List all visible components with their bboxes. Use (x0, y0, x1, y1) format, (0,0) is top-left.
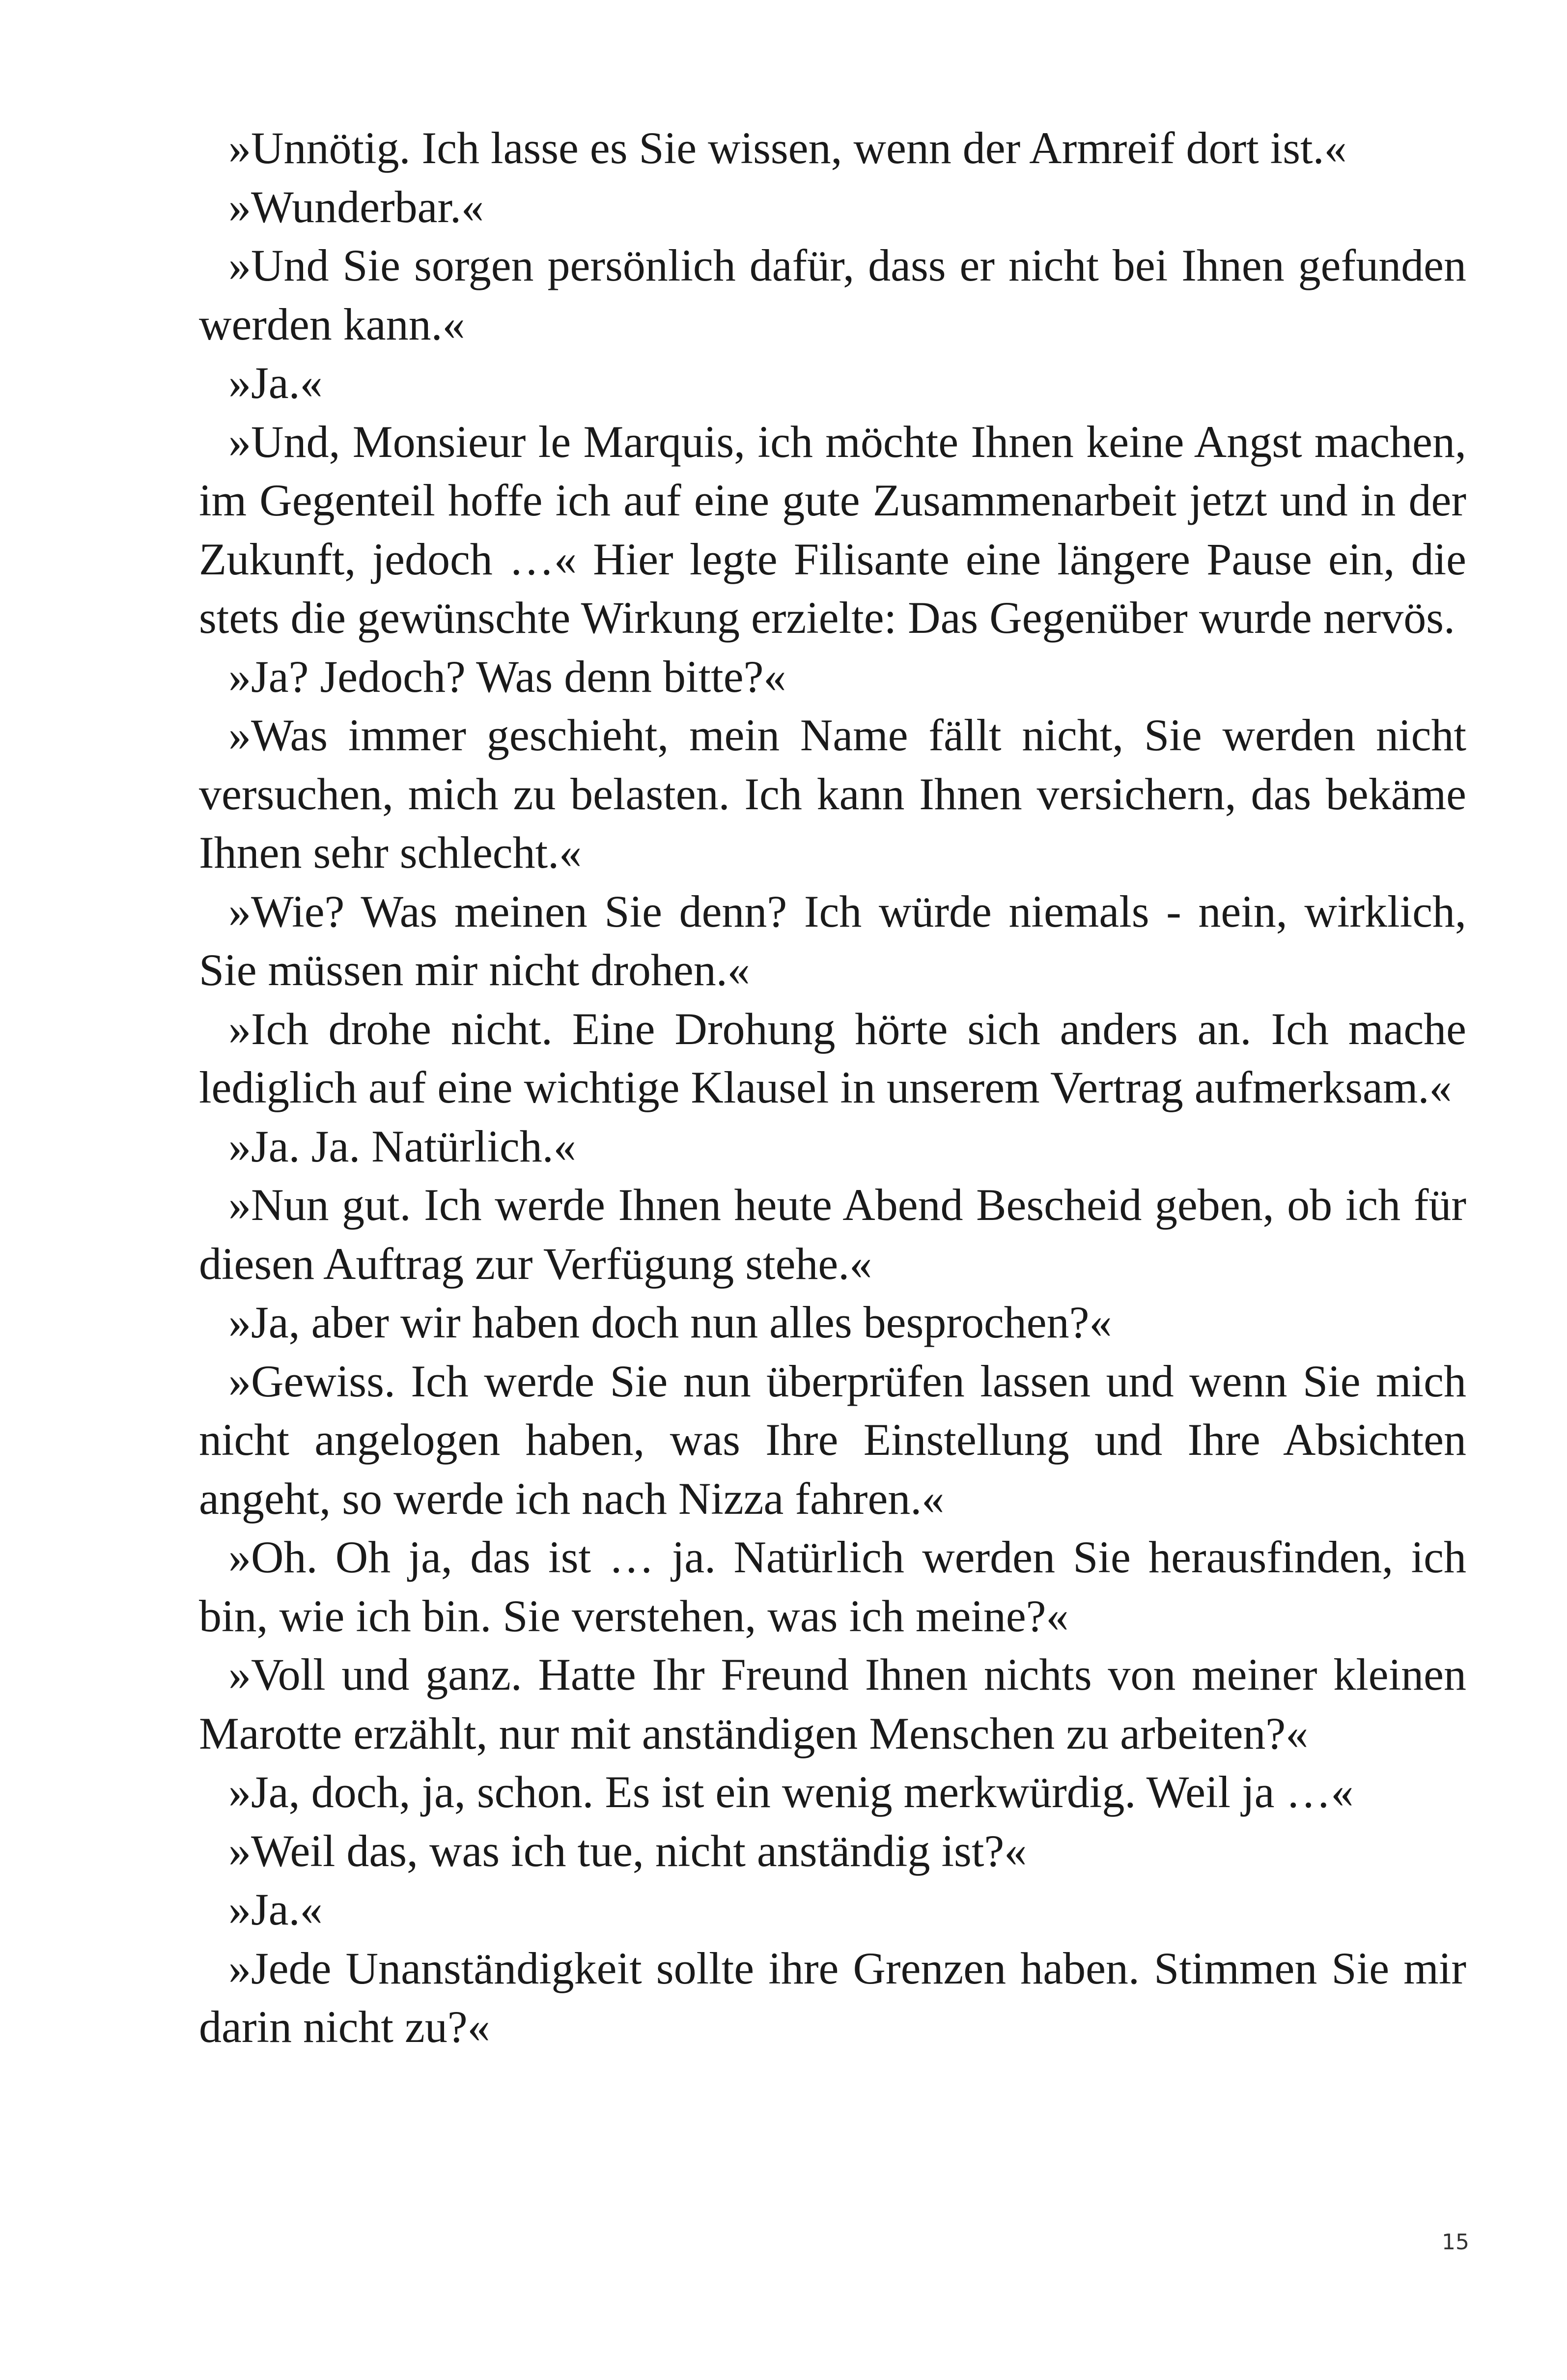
paragraph: »Und, Monsieur le Marquis, ich möchte Ihnen keine Angst machen, im Gegenteil hoffe ich auf eine gute Zusammenarbeit jetzt und in der Zukunft, jedoch …« Hier legte Filisante eine längere Pause ein, die stets die gewünschte Wirkung erzielte: Das Gegenüber wurde nervös. (199, 416, 1466, 643)
page-number: 15 (1442, 2230, 1469, 2255)
paragraph: »Ja, aber wir haben doch nun alles besprochen?« (228, 1297, 1112, 1347)
paragraph: »Gewiss. Ich werde Sie nun überprüfen lassen und wenn Sie mich nicht angelogen haben, was Ihre Einstellung und Ihre Absichten angeht, so werde ich nach Nizza fahren.« (199, 1356, 1466, 1524)
paragraph: »Ja. Ja. Natürlich.« (228, 1121, 576, 1171)
paragraph: »Oh. Oh ja, das ist … ja. Natürlich werden Sie herausfinden, ich bin, wie ich bin. Sie verstehen, was ich meine?« (199, 1532, 1466, 1641)
paragraph: »Und Sie sorgen persönlich dafür, dass er nicht bei Ihnen gefunden werden kann.« (199, 240, 1466, 349)
paragraph: »Ja, doch, ja, schon. Es ist ein wenig merkwürdig. Weil ja …« (228, 1767, 1354, 1817)
paragraph: »Wie? Was meinen Sie denn? Ich würde niemals - nein, wirklich, Sie müssen mir nicht drohen.« (199, 886, 1466, 995)
paragraph: »Ja.« (228, 358, 323, 408)
paragraph: »Ja? Jedoch? Was denn bitte?« (228, 651, 786, 702)
paragraph: »Ich drohe nicht. Eine Drohung hörte sich anders an. Ich mache lediglich auf eine wichtige Klausel in unserem Vertrag aufmerksam.« (199, 1003, 1466, 1112)
body-text (199, 119, 1466, 2057)
paragraph: »Jede Unanständigkeit sollte ihre Grenzen haben. Stimmen Sie mir darin nicht zu?« (199, 1943, 1466, 2052)
paragraph: »Ja.« (228, 1884, 323, 1934)
paragraph: »Wunderbar.« (228, 181, 484, 232)
paragraph: »Voll und ganz. Hatte Ihr Freund Ihnen nichts von meiner kleinen Marotte erzählt, nur mit anständigen Menschen zu arbeiten?« (199, 1649, 1466, 1758)
paragraph: »Weil das, was ich tue, nicht anständig ist?« (228, 1825, 1027, 1876)
paragraph: »Nun gut. Ich werde Ihnen heute Abend Bescheid geben, ob ich für diesen Auftrag zur Verfügung stehe.« (199, 1180, 1466, 1289)
paragraph: »Was immer geschieht, mein Name fällt nicht, Sie werden nicht versuchen, mich zu belasten. Ich kann Ihnen versichern, das bekäme Ihnen sehr schlecht.« (199, 710, 1466, 878)
paragraph: »Unnötig. Ich lasse es Sie wissen, wenn der Armreif dort ist.« (228, 123, 1347, 173)
